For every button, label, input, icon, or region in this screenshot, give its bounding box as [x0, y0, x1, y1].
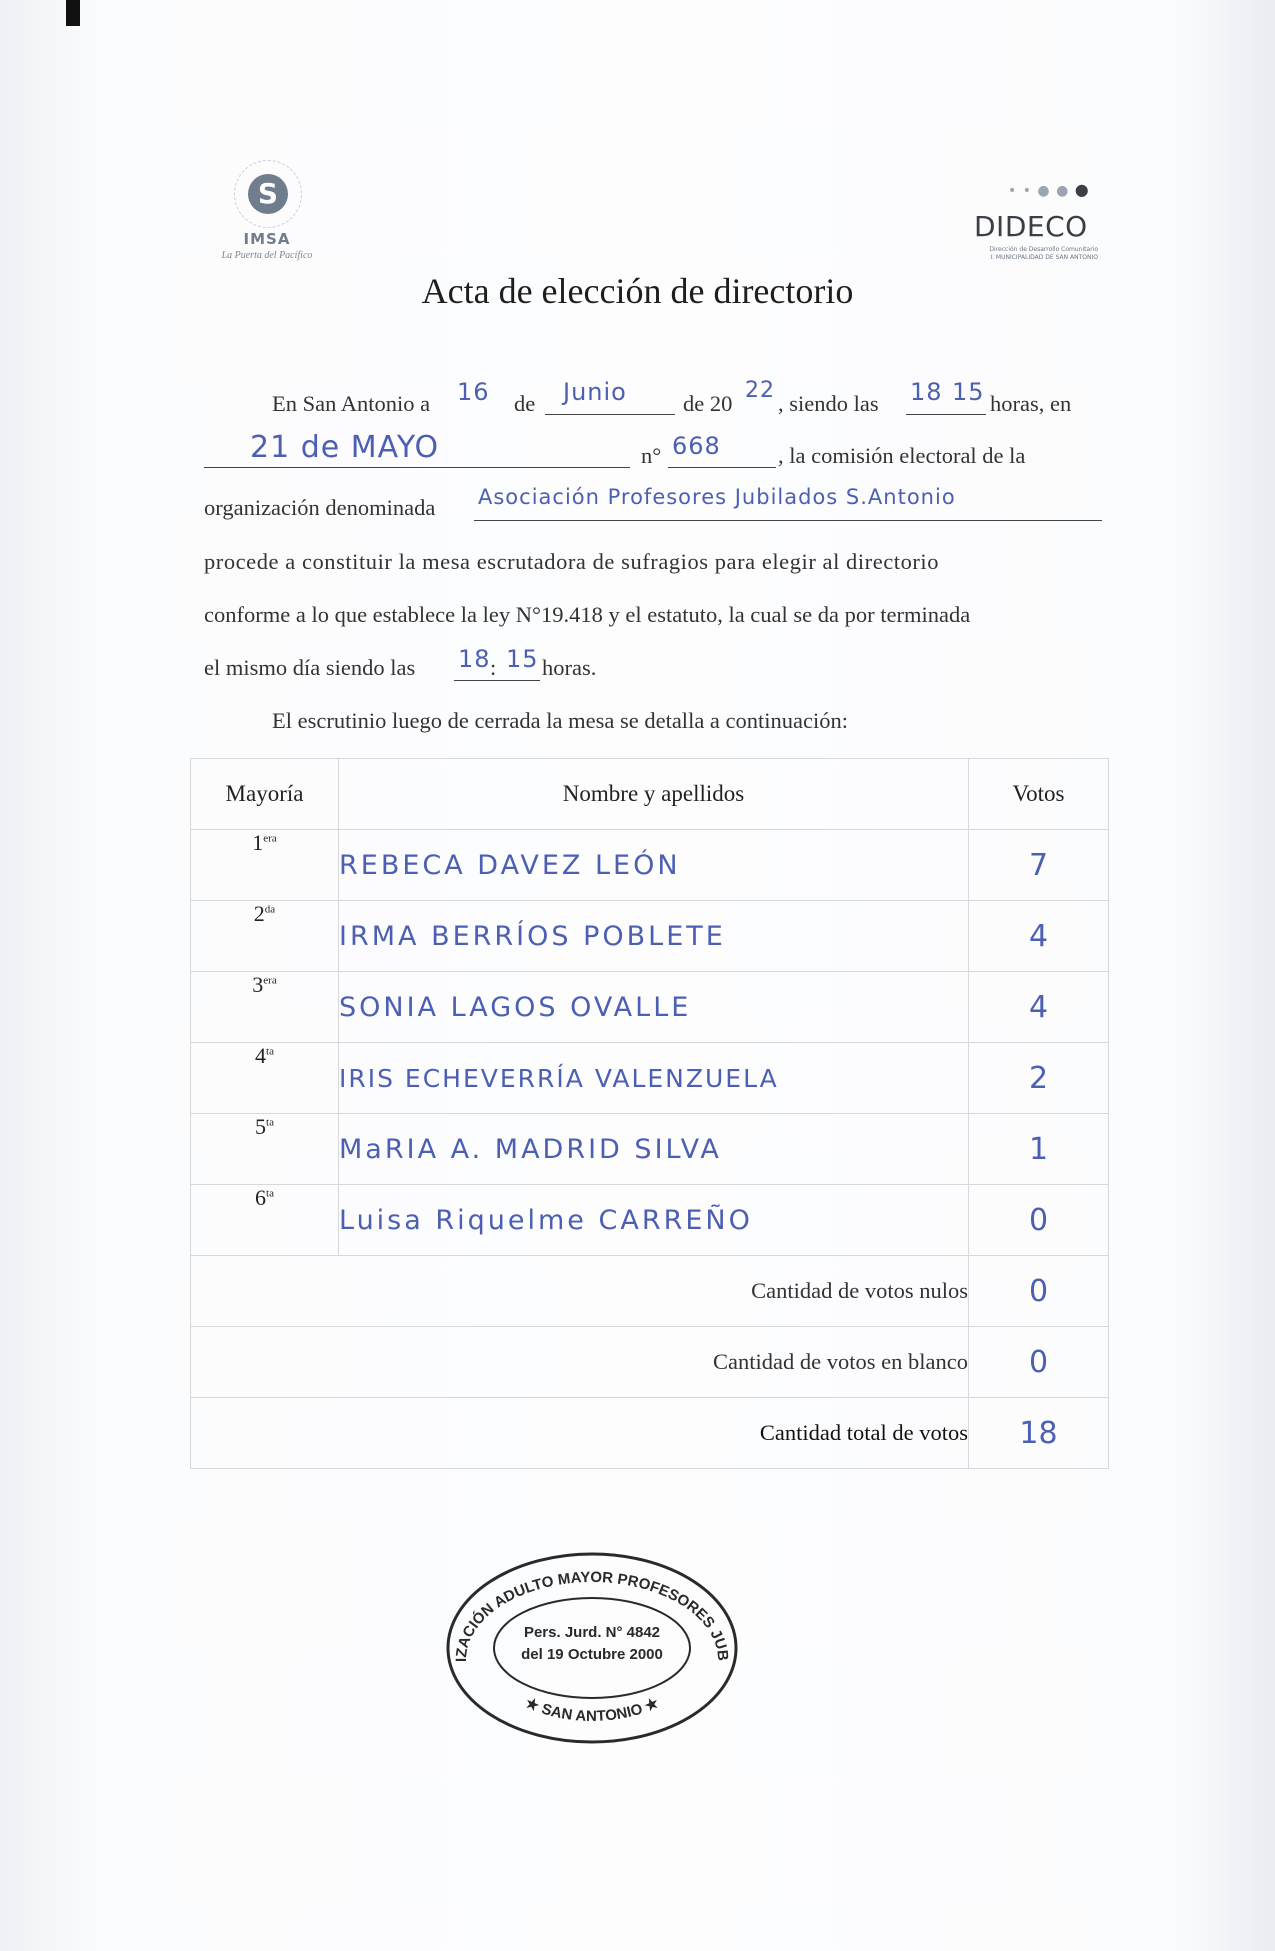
rank-suffix: ta: [266, 1187, 274, 1200]
scan-mark: [66, 0, 80, 26]
header-name: Nombre y apellidos: [339, 759, 969, 830]
imsa-logo-icon: S: [248, 174, 288, 214]
candidate-name: Luisa Riquelme CARREÑO: [339, 1185, 969, 1256]
text-l4: procede a constituir la mesa escrutadora de sufragios para elegir al directorio: [204, 549, 940, 574]
text-l1-b: de: [514, 391, 536, 416]
table-row: [191, 830, 1109, 901]
rank-cell: [191, 972, 339, 1043]
text-colon: :: [490, 655, 497, 680]
summary-label: Cantidad de votos en blanco: [191, 1327, 969, 1398]
text-l6-b: horas.: [542, 655, 597, 680]
stamp-arc-bottom: ★ SAN ANTONIO ★: [522, 1694, 662, 1725]
rank-suffix: era: [263, 974, 277, 987]
table-row: [191, 901, 1109, 972]
dideco-logo-line2: I. MUNICIPALIDAD DE SAN ANTONIO: [990, 254, 1098, 261]
underline-end-time: [454, 680, 540, 681]
hw-end-minutes: 15: [506, 645, 539, 673]
hw-organization: Asociación Profesores Jubilados S.Antonio: [478, 485, 956, 509]
hw-month: Junio: [563, 378, 627, 406]
underline-month: [545, 414, 675, 415]
imsa-logo: [212, 160, 322, 270]
rank-number: 4: [255, 1043, 267, 1068]
candidate-votes: 0: [969, 1185, 1109, 1256]
hw-end-hours: 18: [458, 645, 491, 673]
rank-cell: [191, 1043, 339, 1114]
rank-cell: [191, 1114, 339, 1185]
rank-number: 6: [255, 1185, 267, 1210]
summary-row-null: [191, 1256, 1109, 1327]
hw-year-suffix: 22: [745, 378, 775, 403]
hw-address-number: 668: [672, 432, 721, 460]
summary-value: 0: [969, 1327, 1109, 1398]
text-l1-a: En San Antonio a: [272, 391, 431, 416]
text-l1-e: horas, en: [990, 391, 1072, 416]
text-l1-c: de 20: [683, 391, 733, 416]
rank-number: 1: [252, 830, 264, 855]
table-header-row: [191, 759, 1109, 830]
text-l1-d: , siendo las: [778, 391, 879, 416]
table-row: [191, 1185, 1109, 1256]
rank-suffix: era: [263, 832, 277, 845]
text-l5: conforme a lo que establece la ley N°19.418 y el estatuto, la cual se da por terminada: [204, 602, 971, 627]
summary-value: 0: [969, 1256, 1109, 1327]
document-title: Acta de elección de directorio: [421, 271, 854, 311]
text-l2-a: n°: [641, 443, 662, 468]
rank-number: 3: [252, 972, 264, 997]
text-l2-b: , la comisión electoral de la: [778, 443, 1026, 468]
header-votes: Votos: [969, 759, 1109, 830]
candidate-name: IRMA BERRÍOS POBLETE: [339, 901, 969, 972]
candidate-votes: 7: [969, 830, 1109, 901]
hw-address: 21 de MAYO: [250, 430, 440, 465]
header-rank: Mayoría: [191, 759, 339, 830]
rank-suffix: da: [264, 903, 276, 916]
table-row: [191, 1043, 1109, 1114]
summary-row-total: [191, 1398, 1109, 1469]
table-row: [191, 1114, 1109, 1185]
rank-suffix: ta: [266, 1045, 274, 1058]
organization-stamp: [444, 1550, 740, 1746]
candidate-name: MaRIA A. MADRID SILVA: [339, 1114, 969, 1185]
candidate-name: REBECA DAVEZ LEÓN: [339, 830, 969, 901]
stamp-arc-top: IZACIÓN ADULTO MAYOR PROFESORES JUB: [452, 1568, 732, 1663]
hw-start-hours: 18: [910, 378, 943, 406]
candidate-votes: 4: [969, 972, 1109, 1043]
summary-label: Cantidad de votos nulos: [191, 1256, 969, 1327]
rank-cell: [191, 901, 339, 972]
underline-address-number: [668, 467, 776, 468]
results-table: [190, 758, 1109, 1469]
dideco-logo-name: DIDECO: [974, 210, 1088, 243]
stamp-line1: Pers. Jurd. N° 4842: [523, 1624, 661, 1641]
candidate-votes: 1: [969, 1114, 1109, 1185]
candidate-name: IRIS ECHEVERRÍA VALENZUELA: [339, 1043, 969, 1114]
candidate-votes: 2: [969, 1043, 1109, 1114]
text-l3-a: organización denominada: [204, 495, 436, 520]
table-row: [191, 972, 1109, 1043]
imsa-logo-tagline: La Puerta del Pacífico: [221, 250, 313, 261]
candidate-votes: 4: [969, 901, 1109, 972]
rank-cell: [191, 830, 339, 901]
hw-start-minutes: 15: [952, 378, 985, 406]
dideco-dots-icon: • • ● ● ●: [1008, 180, 1090, 199]
imsa-logo-name: IMSA: [243, 230, 291, 248]
underline-organization: [474, 520, 1102, 521]
dideco-logo-line1: Dirección de Desarrollo Comunitario: [989, 246, 1098, 253]
candidate-name: SONIA LAGOS OVALLE: [339, 972, 969, 1043]
underline-start-time: [906, 414, 986, 415]
rank-number: 2: [253, 901, 265, 926]
rank-number: 5: [255, 1114, 267, 1139]
text-l6-a: el mismo día siendo las: [204, 655, 416, 680]
hw-day: 16: [457, 378, 490, 406]
summary-value: 18: [969, 1398, 1109, 1469]
stamp-line2: del 19 Octubre 2000: [521, 1646, 663, 1663]
rank-cell: [191, 1185, 339, 1256]
rank-suffix: ta: [266, 1116, 274, 1129]
summary-label: Cantidad total de votos: [191, 1398, 969, 1469]
summary-row-blank: [191, 1327, 1109, 1398]
dideco-logo: [970, 180, 1100, 270]
text-l7: El escrutinio luego de cerrada la mesa se detalla a continuación:: [272, 708, 849, 733]
underline-address: [204, 467, 630, 468]
